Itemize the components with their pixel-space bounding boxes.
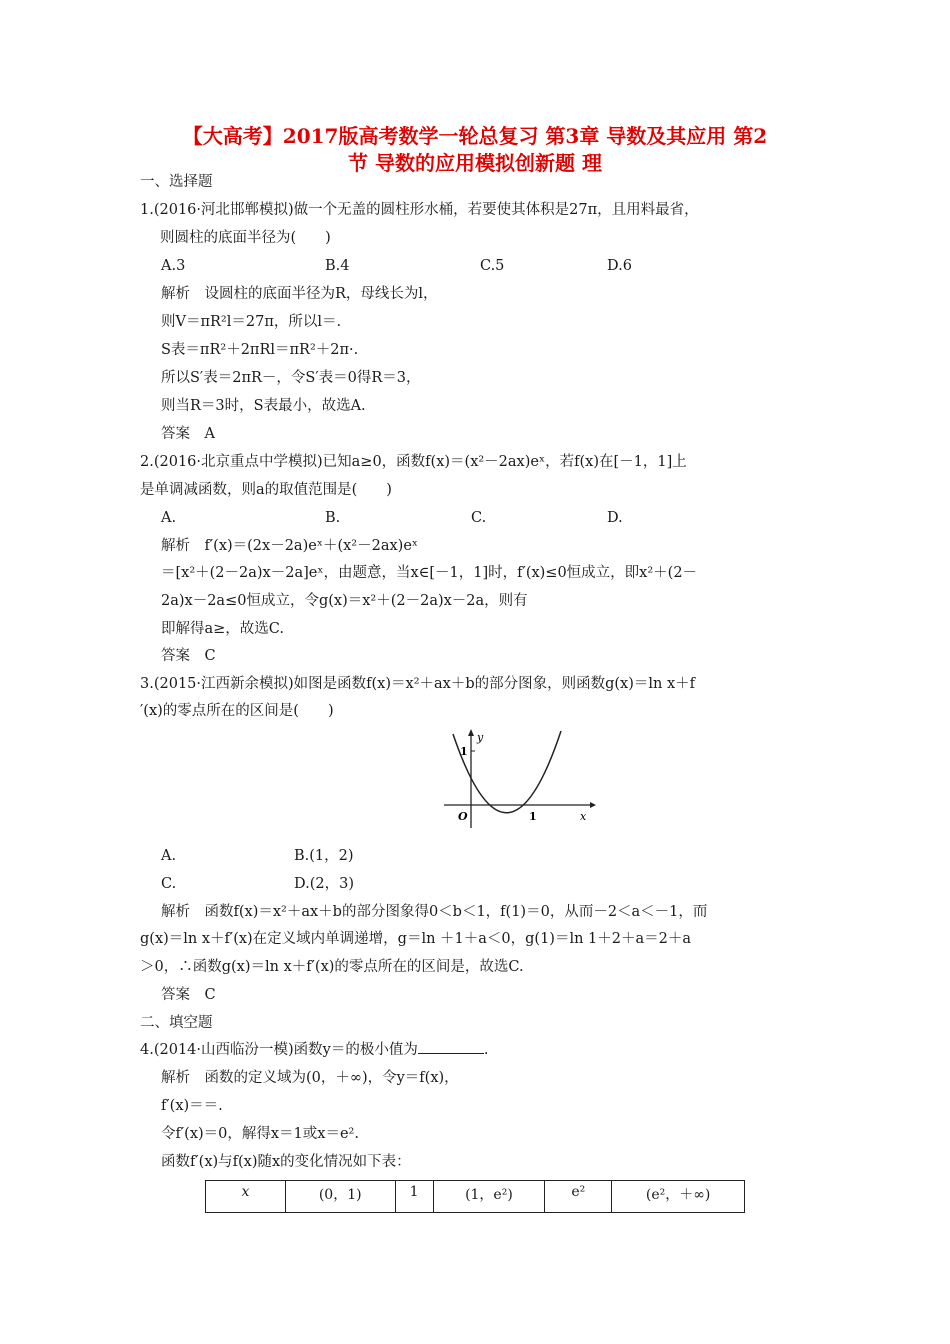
q3-option-c: C. xyxy=(161,876,177,892)
y-axis-arrow xyxy=(468,729,474,736)
table-cell-x xyxy=(206,1181,286,1213)
q3-stem-line-1: 3.(2015·江西新余模拟)如图是函数f(x)＝x²＋ax＋b的部分图象，则函数g(x)＝ln x＋f xyxy=(140,676,696,692)
table-cell: (1，e²) xyxy=(433,1181,545,1213)
q1-stem-line-1: 1.(2016·河北邯郸模拟)做一个无盖的圆柱形水桶，若要使其体积是27π，且用料最省， xyxy=(140,202,699,218)
q1-option-c: C.5 xyxy=(480,258,505,274)
q2-analysis-line-2: ＝[x²＋(2－2a)x－2a]eˣ，由题意，当x∈[－1，1]时，f′(x)≤0恒成立，即x²＋(2－ xyxy=(161,565,698,581)
q1-option-d: D.6 xyxy=(607,258,632,274)
table-cell: (0，1) xyxy=(285,1181,395,1213)
q3-answer: 答案 C xyxy=(161,987,216,1003)
q3-analysis-line-1: 解析 函数f(x)＝x²＋ax＋b的部分图象得0＜b＜1，f(1)＝0，从而－2＜a＜－1，而 xyxy=(161,904,708,920)
q2-analysis-line-3: 2a)x－2a≤0恒成立，令g(x)＝x²＋(2－2a)x－2a，则有 xyxy=(161,593,528,609)
table-header-x: x xyxy=(241,1184,250,1200)
y-tick-label-1: 1 xyxy=(460,745,468,758)
q3-stem-line-2: ′(x)的零点所在的区间是( ) xyxy=(140,703,334,719)
q2-stem-line-2: 是单调减函数，则a的取值范围是( ) xyxy=(140,482,392,498)
table-cell: e² xyxy=(545,1181,612,1213)
q4-analysis-line-3: 令f′(x)＝0，解得x＝1或x＝e². xyxy=(161,1126,359,1142)
variation-table xyxy=(205,1180,745,1213)
q2-option-c: C. xyxy=(471,510,487,526)
q4-analysis-line-4: 函数f′(x)与f(x)随x的变化情况如下表： xyxy=(161,1154,411,1170)
parabola-curve xyxy=(453,731,561,813)
section-heading-fill: 二、填空题 xyxy=(140,1015,213,1031)
q2-option-d: D. xyxy=(607,510,623,526)
table-cell: 1 xyxy=(395,1181,433,1213)
y-axis-label: y xyxy=(477,731,484,744)
q3-option-a: A. xyxy=(161,848,177,864)
q1-analysis-line-4: 所以S′表＝2πR－，令S′表＝0得R＝3， xyxy=(161,370,421,386)
title-line-2: 节 导数的应用模拟创新题 理 xyxy=(348,151,602,175)
q1-answer: 答案 A xyxy=(161,426,215,442)
q3-option-d: D.(2，3) xyxy=(294,876,354,892)
q1-stem-line-2: 则圆柱的底面半径为( ) xyxy=(160,230,331,246)
x-tick-label-1: 1 xyxy=(529,810,537,823)
q2-answer: 答案 C xyxy=(161,648,216,664)
section-heading-choice: 一、选择题 xyxy=(140,174,213,190)
title-line-1: 【大高考】2017版高考数学一轮总复习 第3章 导数及其应用 第2 xyxy=(182,124,768,148)
q1-option-b: B.4 xyxy=(325,258,350,274)
q1-analysis-line-5: 则当R＝3时，S表最小，故选A. xyxy=(161,398,366,414)
q2-option-a: A. xyxy=(161,510,177,526)
table-cell: (e²，＋∞) xyxy=(612,1181,745,1213)
q2-option-b: B. xyxy=(325,510,341,526)
origin-label: O xyxy=(458,810,468,823)
q4-stem-text: 4.(2014·山西临汾一模)函数y＝的极小值为 xyxy=(140,1042,418,1058)
q2-stem-line-1: 2.(2016·北京重点中学模拟)已知a≥0，函数f(x)＝(x²－2ax)eˣ，若f(x)在[－1，1]上 xyxy=(140,454,687,470)
q4-stem-line-1 xyxy=(140,1040,488,1060)
q4-analysis-line-1: 解析 函数的定义域为(0，＋∞)，令y＝f(x)， xyxy=(161,1070,459,1086)
q1-analysis-line-1: 解析 设圆柱的底面半径为R，母线长为l， xyxy=(161,286,438,302)
q4-stem-end: . xyxy=(483,1042,489,1058)
q4-analysis-line-2: f′(x)＝＝. xyxy=(161,1098,223,1114)
q3-analysis-line-3: ＞0，∴函数g(x)＝ln x＋f′(x)的零点所在的区间是，故选C. xyxy=(140,959,524,975)
x-axis-label: x xyxy=(580,810,587,823)
document-title xyxy=(120,123,830,177)
q2-analysis-line-4: 即解得a≥，故选C. xyxy=(161,621,284,637)
q4-answer-blank[interactable] xyxy=(418,1041,484,1054)
q3-option-b: B.(1，2) xyxy=(294,848,354,864)
parabola-graph xyxy=(440,728,596,834)
table-row xyxy=(206,1181,745,1213)
x-axis-arrow xyxy=(590,802,596,808)
q3-analysis-line-2: g(x)＝ln x＋f′(x)在定义域内单调递增，g＝ln ＋1＋a＜0，g(1)＝ln 1＋2＋a＝2＋a xyxy=(140,931,692,947)
q1-option-a: A.3 xyxy=(161,258,186,274)
q1-analysis-line-2: 则V＝πR²l＝27π，所以l＝. xyxy=(161,314,342,330)
q2-analysis-line-1: 解析 f′(x)＝(2x－2a)eˣ＋(x²－2ax)eˣ xyxy=(161,538,419,554)
q1-analysis-line-3: S表＝πR²＋2πRl＝πR²＋2π·. xyxy=(161,342,359,358)
